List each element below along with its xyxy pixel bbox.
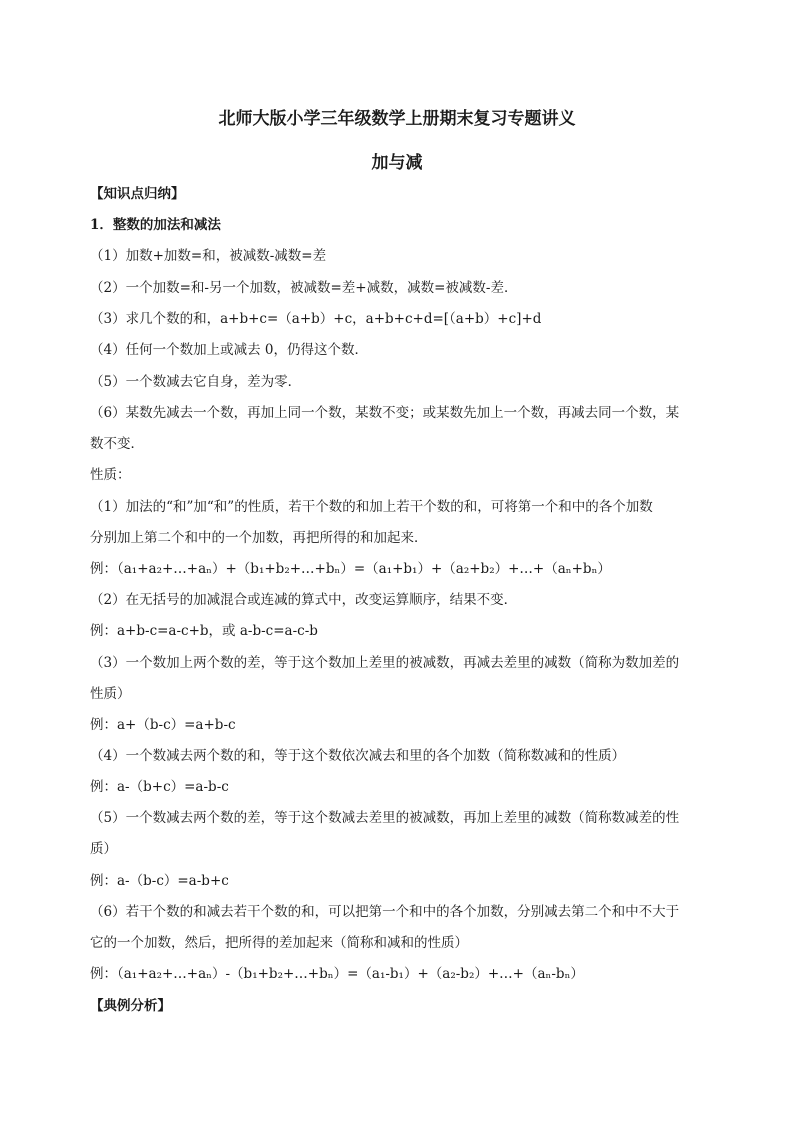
property-text: （5）一个数减去两个数的差，等于这个数减去差里的被减数，再加上差里的减数（简称数减差的性 — [90, 810, 680, 826]
knowledge-item: （1）加数+加数=和，被减数-减数=差 — [90, 248, 327, 264]
document-title: 北师大版小学三年级数学上册期末复习专题讲义 — [218, 109, 576, 129]
heading-integer-add-sub: 1．整数的加法和减法 — [90, 217, 221, 233]
property-text: 性质） — [90, 686, 131, 702]
property-text: 分别加上第二个和中的一个加数，再把所得的和加起来． — [90, 530, 428, 546]
document-subtitle: 加与减 — [371, 153, 423, 173]
knowledge-item: （2）一个加数=和-另一个加数，被减数=差+减数，减数=被减数-差． — [90, 280, 518, 296]
property-text: （3）一个数加上两个数的差，等于这个数加上差里的被减数，再减去差里的减数（简称为数加差的 — [90, 655, 680, 671]
knowledge-item: （6）某数先减去一个数，再加上同一个数，某数不变；或某数先加上一个数，再减去同一个数，某 — [90, 405, 680, 421]
property-text: （2）在无括号的加减混合或连减的算式中，改变运算顺序，结果不变． — [90, 592, 518, 608]
property-text: （1）加法的“和”加“和”的性质，若干个数的和加上若干个数的和，可将第一个和中的各个加数 — [90, 499, 653, 515]
property-example: 例：a-（b-c）=a-b+c — [90, 873, 229, 889]
property-text: （4）一个数减去两个数的和，等于这个数依次减去和里的各个加数（简称数减和的性质） — [90, 748, 626, 764]
properties-label: 性质： — [90, 467, 131, 483]
property-example: 例：a-（b+c）=a-b-c — [90, 779, 229, 795]
property-example: 例：（a₁+a₂+…+aₙ）-（b₁+b₂+…+bₙ）=（a₁-b₁）+（a₂-b₂）+…+（aₙ-bₙ） — [90, 966, 584, 982]
property-text: 质） — [90, 841, 117, 857]
knowledge-item: （4）任何一个数加上或减去 0，仍得这个数． — [90, 342, 368, 358]
property-text: 它的一个加数，然后，把所得的差加起来（简称和减和的性质） — [90, 935, 468, 951]
section-knowledge-heading: 【知识点归纳】 — [90, 186, 185, 202]
section-examples-heading: 【典例分析】 — [90, 998, 171, 1014]
knowledge-item: 数不变． — [90, 436, 144, 452]
property-example: 例：a+（b-c）=a+b-c — [90, 717, 236, 733]
knowledge-item: （3）求几个数的和，a+b+c=（a+b）+c，a+b+c+d=[（a+b）+c]+d — [90, 311, 542, 327]
property-example: 例：（a₁+a₂+…+aₙ）+（b₁+b₂+…+bₙ）=（a₁+b₁）+（a₂+b₂）+…+（aₙ+bₙ） — [90, 561, 611, 577]
property-text: （6）若干个数的和减去若干个数的和，可以把第一个和中的各个加数，分别减去第二个和中不大于 — [90, 904, 680, 920]
property-example: 例：a+b-c=a-c+b，或 a-b-c=a-c-b — [90, 623, 318, 639]
knowledge-item: （5）一个数减去它自身，差为零． — [90, 374, 302, 390]
